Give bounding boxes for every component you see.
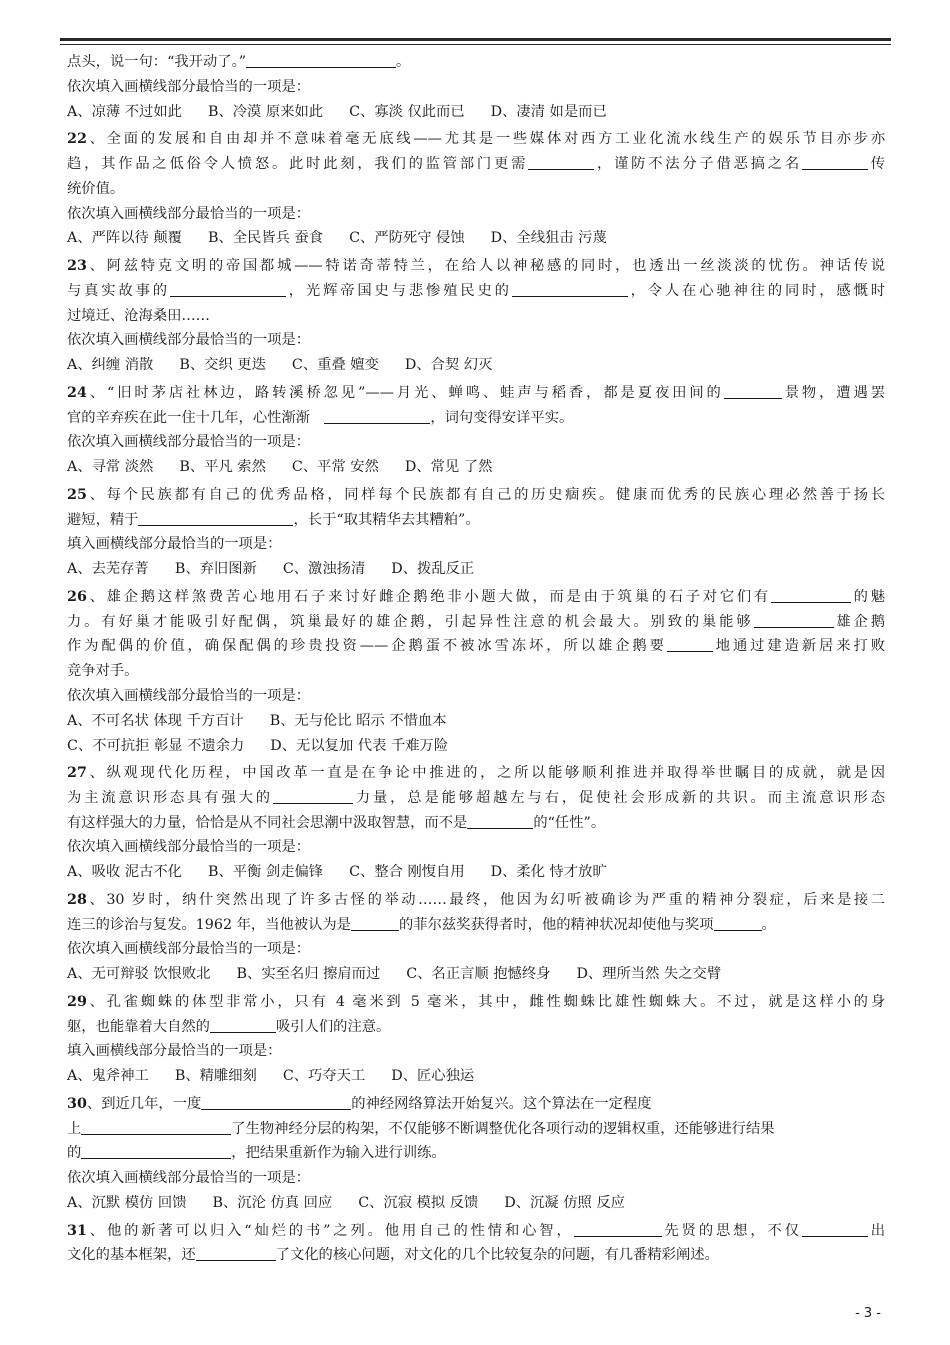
question-text-line	[67, 811, 885, 836]
answer-option: B、交织 更迭	[179, 357, 266, 374]
fill-blank	[196, 1246, 276, 1261]
fill-blank	[714, 916, 762, 931]
answer-option: D、拨乱反正	[391, 561, 475, 578]
fill-blank	[467, 814, 533, 829]
text-segment: 过境迁、沧海桑田……	[67, 307, 210, 324]
question-q26	[67, 585, 885, 759]
text-segment: 出	[867, 1222, 885, 1239]
question-q24	[67, 381, 885, 480]
answer-option: A、凉薄 不过如此	[67, 103, 182, 120]
fill-blank	[246, 53, 396, 68]
question-q31	[67, 1219, 885, 1269]
question-text-line	[67, 610, 885, 635]
question-stem: 依次填入画横线部分最恰当的一项是：	[67, 839, 311, 856]
question-text-line	[67, 761, 885, 786]
text-segment: 的菲尔兹奖获得者时，他的精神状况却使他与奖项	[398, 916, 714, 933]
text-segment: 了生物神经分层的构架，不仅能够不断调整优化各项行动的逻辑权重，还能够进行结果	[231, 1120, 775, 1137]
text-segment: 避短，精于	[67, 511, 139, 528]
question-text-line	[67, 381, 885, 406]
text-segment: 点头，说一句：“我开动了。”	[67, 54, 247, 70]
text-segment: 先贤的思想，不仅	[661, 1222, 802, 1239]
question-number: 27	[67, 765, 87, 782]
text-segment: 、30 岁时，纳什突然出现了许多古怪的举动……最终，他因为幻听被确诊为严重的精神分裂症，后来是接二	[86, 891, 885, 908]
question-text-line	[67, 659, 885, 684]
text-segment: 竞争对手。	[67, 663, 139, 680]
fill-blank	[81, 1144, 231, 1159]
options-row	[67, 226, 885, 251]
text-segment: 上	[67, 1120, 82, 1137]
options-row	[67, 962, 885, 987]
fill-blank	[771, 588, 851, 603]
text-segment: 的神经网络算法开始复兴。这个算法在一定程度	[351, 1095, 652, 1112]
answer-option: D、合契 幻灭	[404, 357, 493, 374]
text-segment: 文化的基本框架，还	[67, 1247, 196, 1264]
text-segment: 为主流意识形态具有强大的	[67, 789, 273, 806]
text-segment: ，光辉帝国史与悲惨殖民史的	[285, 282, 512, 299]
question-text-line	[67, 127, 885, 152]
question-q23	[67, 254, 885, 378]
question-text-line	[67, 1219, 885, 1244]
question-text-line	[67, 990, 885, 1015]
question-text-line	[67, 508, 885, 533]
question-text-line	[67, 152, 885, 177]
answer-option: D、无以复加 代表 千难万险	[270, 737, 449, 754]
fill-blank	[273, 789, 353, 804]
text-segment: ，谨防不法分子借恶搞之名	[594, 155, 802, 172]
question-q27	[67, 761, 885, 885]
text-segment: 作为配偶的价值，确保配偶的珍贵投资——企鹅蛋不被冰雪冻坏，所以雄企鹅要	[67, 638, 667, 655]
question-number: 29	[67, 993, 87, 1010]
fill-blank	[138, 511, 293, 526]
question-q22	[67, 127, 885, 251]
question-stem: 依次填入画横线部分最恰当的一项是：	[67, 941, 311, 958]
text-segment: 、阿兹特克文明的帝国都城——特诺奇蒂特兰，在给人以神秘感的同时，也透出一丝淡淡的忧伤。神话传说	[86, 257, 885, 274]
fill-blank	[724, 384, 782, 399]
question-stem: 依次填入画横线部分最恰当的一项是：	[67, 332, 311, 349]
answer-option: B、全民皆兵 蚕食	[207, 230, 324, 247]
question-text-line	[67, 585, 885, 610]
text-segment: 、到近几年，一度	[86, 1095, 202, 1112]
text-segment: ，词句变得安详平实。	[430, 409, 574, 426]
answer-option: B、精雕细刻	[174, 1068, 257, 1085]
question-number: 26	[67, 588, 87, 605]
text-segment: 的魅	[850, 588, 886, 605]
answer-option: C、不可抗拒 彰显 不遗余力	[67, 737, 245, 754]
options-row	[67, 1191, 885, 1216]
options-row	[67, 1064, 885, 1089]
answer-option: A、无可辩驳 饮恨败北	[67, 966, 211, 983]
answer-option: B、沉沦 仿真 回应	[212, 1195, 333, 1212]
question-stem: 依次填入画横线部分最恰当的一项是：	[67, 434, 311, 451]
question-stem: 填入画横线部分最恰当的一项是：	[67, 1043, 282, 1060]
answer-option: D、匠心独运	[391, 1068, 475, 1085]
question-q30	[67, 1092, 885, 1216]
question-number: 22	[67, 131, 87, 148]
answer-option: C、重叠 嬗变	[291, 357, 379, 374]
question-text-line	[67, 1117, 885, 1142]
fill-blank	[201, 1095, 351, 1110]
text-segment: 官的辛弃疾在此一住十几年，心性渐渐	[67, 409, 325, 426]
answer-option: A、寻常 淡然	[67, 459, 154, 476]
text-segment: 、纵观现代化历程，中国改革一直是在争论中推进的，之所以能够顺利推进并取得举世瞩目的成就，就是因	[86, 765, 885, 782]
text-segment: 力。有好巢才能吸引好配偶，筑巢最好的雄企鹅，引起异性注意的机会最大。别致的巢能够	[67, 613, 754, 630]
fill-blank	[351, 916, 399, 931]
fill-blank	[210, 1018, 276, 1033]
options-row	[67, 734, 885, 759]
text-segment: ，令人在心驰神往的同时，感慨时	[627, 282, 886, 299]
question-number: 24	[67, 384, 87, 401]
answer-option: C、名正言顺 抱憾终身	[406, 966, 551, 983]
question-number: 28	[67, 891, 87, 908]
question-number: 31	[67, 1222, 87, 1239]
answer-option: D、常见 了然	[404, 459, 493, 476]
answer-option: A、鬼斧神工	[67, 1068, 149, 1085]
answer-option: A、不可名状 体现 千方百计	[67, 712, 244, 729]
page-number: - 3 -	[855, 1306, 881, 1321]
question-text-line	[67, 634, 885, 659]
answer-option: B、实至名归 擦肩而过	[236, 966, 381, 983]
question-number: 25	[67, 486, 87, 503]
answer-option: D、理所当然 失之交臂	[576, 966, 722, 983]
answer-option: D、凄清 如是而已	[490, 103, 607, 120]
text-segment: 传	[867, 155, 886, 172]
question-text-line	[67, 1015, 885, 1040]
options-row	[67, 100, 885, 125]
question-text-line	[67, 786, 885, 811]
header-rule-thick	[60, 38, 891, 41]
answer-option: C、平常 安然	[291, 459, 379, 476]
question-q28	[67, 888, 885, 987]
text-segment: 连三的诊治与复发。1962 年，当他被认为是	[67, 916, 351, 933]
answer-option: C、沉寂 模拟 反馈	[358, 1195, 479, 1212]
answer-option: A、严阵以待 颠覆	[67, 230, 182, 247]
question-number: 23	[67, 257, 87, 274]
answer-option: B、冷漠 原来如此	[207, 103, 324, 120]
options-row	[67, 709, 885, 734]
document-body	[67, 50, 885, 1268]
options-row	[67, 557, 885, 582]
text-segment: 力量，总是能够超越左与右，促使社会形成新的共识。而主流意识形态	[352, 789, 885, 806]
text-segment: 、孔雀蜘蛛的体型非常小，只有 4 毫米到 5 毫米，其中，雌性蜘蛛比雄性蜘蛛大。不过，就是这样小的身	[86, 993, 885, 1010]
text-segment: ，把结果重新作为输入进行训练。	[231, 1145, 446, 1162]
question-q21	[67, 50, 885, 124]
options-row	[67, 455, 885, 480]
answer-option: D、全线狙击 污蔑	[490, 230, 607, 247]
text-segment: 吸引人们的注意。	[275, 1018, 391, 1035]
text-segment: 了文化的核心问题，对文化的几个比较复杂的问题，有几番精彩阐述。	[275, 1247, 719, 1264]
answer-option: C、寡淡 仅此而已	[349, 103, 465, 120]
text-segment: 统价值。	[67, 180, 125, 197]
fill-blank	[512, 282, 628, 297]
fill-blank	[802, 1222, 868, 1237]
fill-blank	[324, 409, 430, 424]
header-rule-thin	[60, 44, 891, 45]
fill-blank	[802, 155, 868, 170]
question-text-line	[67, 279, 885, 304]
text-segment: 、全面的发展和自由却并不意味着毫无底线——尤其是一些媒体对西方工业化流水线生产的娱乐节目亦步亦	[86, 131, 885, 148]
options-row	[67, 353, 885, 378]
answer-option: B、平衡 剑走偏锋	[207, 864, 324, 881]
text-segment: 雄企鹅	[833, 613, 886, 630]
answer-option: C、整合 刚愎自用	[349, 864, 465, 881]
answer-option: A、吸收 泥古不化	[67, 864, 182, 881]
question-stem: 填入画横线部分最恰当的一项是：	[67, 536, 282, 553]
answer-option: A、去芜存菁	[67, 561, 149, 578]
text-segment: 。	[396, 54, 411, 70]
question-stem: 依次填入画横线部分最恰当的一项是：	[67, 687, 311, 704]
text-segment: 、雄企鹅这样煞费苦心地用石子来讨好雌企鹅绝非小题大做，而是由于筑巢的石子对它们有	[86, 588, 771, 605]
fill-blank	[170, 282, 286, 297]
fill-blank	[574, 1222, 662, 1237]
answer-option: C、激浊扬清	[282, 561, 366, 578]
question-text-line	[67, 406, 885, 431]
question-text-line	[67, 50, 885, 75]
options-row	[67, 860, 885, 885]
fill-blank	[528, 155, 594, 170]
question-text-line	[67, 177, 885, 202]
question-text-line	[67, 483, 885, 508]
fill-blank	[667, 637, 713, 652]
text-segment: 、“旧时茅店社林边，路转溪桥忽见”——月光、蝉鸣、蛙声与稻香，都是夏夜田间的	[86, 384, 724, 401]
text-segment: 地通过建造新居来打败	[712, 638, 886, 655]
question-text-line	[67, 1141, 885, 1166]
question-stem: 依次填入画横线部分最恰当的一项是：	[67, 205, 311, 222]
text-segment: 的“任性”。	[533, 814, 606, 831]
question-text-line	[67, 1092, 885, 1117]
answer-option: B、无与伦比 昭示 不惜血本	[269, 712, 447, 729]
answer-option: D、沉凝 仿照 反应	[504, 1195, 625, 1212]
text-segment: 躯，也能靠着大自然的	[67, 1018, 210, 1035]
question-text-line	[67, 888, 885, 913]
question-stem: 依次填入画横线部分最恰当的一项是：	[67, 1170, 311, 1187]
text-segment: 与真实故事的	[67, 282, 170, 299]
text-segment: 。	[761, 916, 776, 933]
text-segment: 、他的新著可以归入“灿烂的书”之列。他用自己的性情和心智，	[86, 1222, 574, 1239]
answer-option: B、平凡 索然	[179, 459, 266, 476]
answer-option: A、沉默 模仿 回馈	[67, 1195, 187, 1212]
question-stem: 依次填入画横线部分最恰当的一项是：	[67, 78, 311, 95]
fill-blank	[754, 613, 834, 628]
text-segment: 趋，其作品之低俗令人愤怒。此时此刻，我们的监管部门更需	[67, 155, 529, 172]
fill-blank	[81, 1120, 231, 1135]
question-q29	[67, 990, 885, 1089]
question-number: 30	[67, 1095, 87, 1112]
text-segment: 、每个民族都有自己的优秀品格，同样每个民族都有自己的历史痼疾。健康而优秀的民族心理必然善于扬长	[86, 486, 885, 503]
answer-option: B、弃旧图新	[174, 561, 257, 578]
question-text-line	[67, 304, 885, 329]
text-segment: 有这样强大的力量，恰恰是从不同社会思潮中汲取智慧，而不是	[67, 814, 468, 831]
text-segment: 的	[67, 1145, 82, 1162]
answer-option: A、纠缠 消散	[67, 357, 154, 374]
question-text-line	[67, 1243, 885, 1268]
question-text-line	[67, 254, 885, 279]
text-segment: 景物，遭遇罢	[781, 384, 886, 401]
answer-option: C、巧夺天工	[282, 1068, 366, 1085]
answer-option: D、柔化 恃才放旷	[490, 864, 607, 881]
text-segment: ，长于“取其精华去其糟粕”。	[293, 511, 480, 528]
answer-option: C、严防死守 侵蚀	[349, 230, 465, 247]
question-text-line	[67, 913, 885, 938]
question-q25	[67, 483, 885, 582]
